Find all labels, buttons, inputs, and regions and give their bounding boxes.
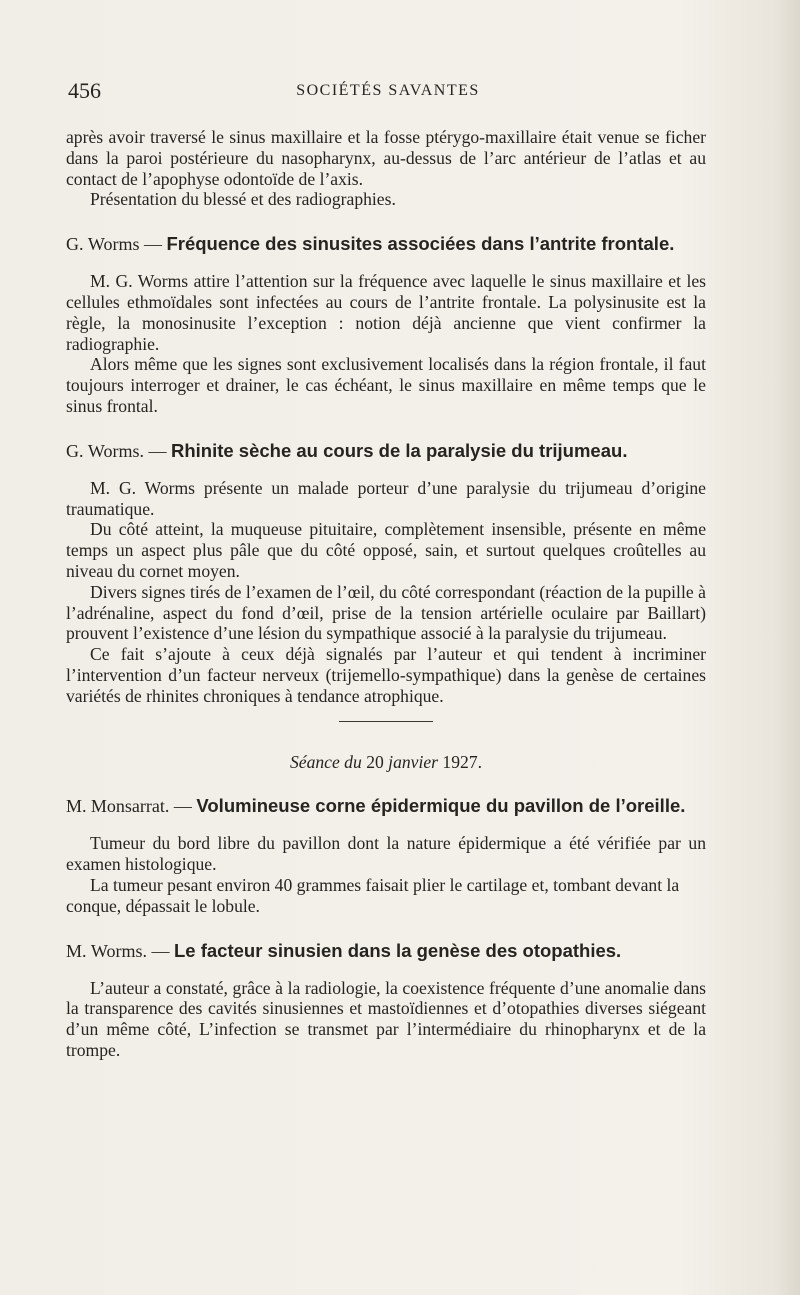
section-title: Volumineuse corne épidermique du pavillon de l’oreille. — [196, 795, 686, 817]
continuation-paragraph: Présentation du blessé et des radiographies. — [90, 189, 396, 210]
section-heading — [66, 439, 706, 463]
author-name: Worms — [90, 940, 143, 961]
author-initial: M. — [66, 940, 87, 961]
heading-dash: . — — [142, 940, 174, 961]
paragraph: M. G. Worms présente un malade porteur d’une paralysie du trijumeau d’origine traumatique. — [66, 477, 706, 519]
heading-dash: . — — [139, 440, 171, 461]
section-title: Fréquence des sinusites associées dans l’antrite frontale. — [166, 233, 675, 255]
heading-dash: . — — [164, 796, 197, 817]
page-number: 456 — [68, 78, 101, 103]
paragraph: M. G. Worms attire l’attention sur la fréquence avec laquelle le sinus maxillaire et les cellules ethmoïdales sont infectées au cours de l’antrite frontale. La polysinusite est la règle, la monosinusite l’exception : notion déjà ancienne que vient confirmer la radiographie. — [66, 271, 706, 354]
session-prefix: Séance du — [289, 751, 367, 772]
section-title: Rhinite sèche au cours de la paralysie du trijumeau. — [170, 439, 628, 461]
paragraph: Alors même que les signes sont exclusivement localisés dans la région frontale, il faut toujours interroger et drainer, le cas échéant, le sinus maxillaire en même temps que le sinus frontal. — [66, 354, 706, 416]
session-date — [66, 752, 706, 773]
author-initial: G. — [66, 440, 84, 461]
section-title: Le facteur sinusien dans la genèse des otopathies. — [173, 939, 622, 961]
paragraph: L’auteur a constaté, grâce à la radiologie, la coexistence fréquente d’une anomalie dans la transparence des cavités sinusiennes et mastoïdiennes et d’otopathies diverses siégeant d’un même côté, L’infection se transmet par l’intermédiaire du rhinopharynx et de la trompe. — [66, 977, 706, 1060]
author-name: Worms — [87, 440, 140, 461]
author-initial: M. — [66, 796, 87, 817]
paragraph: Ce fait s’ajoute à ceux déjà signalés par l’auteur et qui tendent à incriminer l’intervention d’un facteur nerveux (trijemello-sympathique) dans la genèse de certaines variétés de rhinites chroniques à tendance atrophique. — [66, 644, 706, 706]
page-header — [68, 78, 708, 106]
section-heading — [66, 232, 706, 256]
section-heading — [66, 794, 706, 818]
author-initial: G. — [66, 234, 84, 255]
section-divider — [339, 721, 433, 722]
running-title: SOCIÉTÉS SAVANTES — [296, 82, 480, 99]
continuation-paragraph: après avoir traversé le sinus maxillaire et la fosse ptérygo-maxillaire était venue se ficher dans la paroi postérieure du nasopharynx, au-dessus de l’arc antérieur de l’atlas et au contact de l’apophyse odontoïde de l’axis. — [66, 127, 706, 189]
author-name: Worms — [87, 234, 140, 255]
session-month: janvier — [383, 751, 443, 772]
paragraph: Tumeur du bord libre du pavillon dont la nature épidermique a été vérifiée par un examen histologique. — [66, 833, 706, 875]
session-year: 1927. — [442, 751, 483, 772]
paragraph: Divers signes tirés de l’examen de l’œil, du côté correspondant (réaction de la pupille à l’adrénaline, aspect du fond d’œil, prise de la tension artérielle oculaire par Baillart) prouvent l’existence d’une lésion du sympathique associé à la paralysie du trijumeau. — [66, 581, 706, 644]
section-heading — [66, 939, 706, 963]
article-body — [66, 127, 706, 1061]
author-name: Monsarrat — [90, 796, 165, 817]
heading-dash: — — [139, 234, 167, 255]
session-day: 20 — [366, 751, 384, 772]
paragraph: Du côté atteint, la muqueuse pituitaire, complètement insensible, présente en même temps un aspect plus pâle que du côté opposé, sain, et surtout quelques croûtelles au niveau du cornet moyen. — [66, 519, 706, 581]
paragraph: La tumeur pesant environ 40 grammes faisait plier le cartilage et, tombant devant la conque, dépassait le lobule. — [66, 874, 680, 916]
